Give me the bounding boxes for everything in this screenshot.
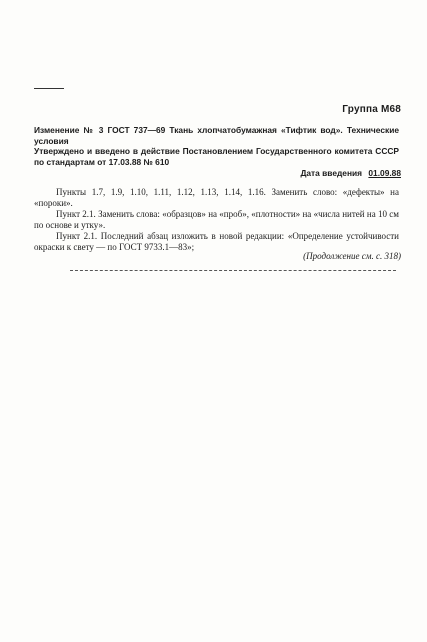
group-label: Группа М68 — [342, 104, 401, 115]
paragraph: Пункт 2.1. Заменить слова: «образцов» на «проб», «плотности» на «числа нитей на 10 см по основе и утку». — [34, 209, 399, 230]
amendment-body — [34, 187, 399, 253]
paragraph: Пункт 2.1. Последний абзац изложить в новой редакции: «Определение устойчивости окраски к свету — по ГОСТ 9733.1—83»; — [34, 231, 399, 252]
effective-date — [300, 168, 401, 178]
effective-date-label: Дата введения — [300, 168, 363, 178]
bottom-rule — [70, 270, 396, 271]
effective-date-value: 01.09.88 — [368, 168, 401, 178]
continuation-note: (Продолжение см. с. 318) — [303, 251, 401, 261]
amendment-title: Изменение № 3 ГОСТ 737—69 Ткань хлопчатобумажная «Тифтик вод». Технические условия — [34, 125, 399, 146]
top-rule — [34, 88, 64, 89]
approval-statement: Утверждено и введено в действие Постановлением Государственного комитета СССР по стандартам от 17.03.88 № 610 — [34, 146, 399, 167]
paragraph: Пункты 1.7, 1.9, 1.10, 1.11, 1.12, 1.13, 1.14, 1.16. Заменить слово: «дефекты» на «пороки». — [34, 187, 399, 208]
